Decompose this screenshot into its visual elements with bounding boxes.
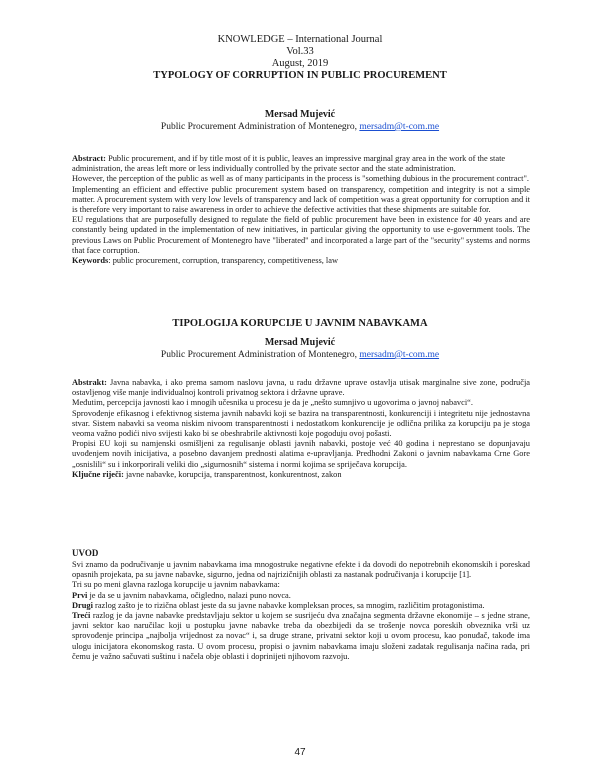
abstract-paragraph: Abstrakt: Javna nabavka, i ako prema samom naslovu javna, u radu državne uprave ostavlja utisak marginalne sive zone, područja ostavljenog više manje individualnoj kontroli privatnog sektora i državne uprave. xyxy=(72,378,531,398)
intro-paragraph: Tri su po meni glavna razloga korupcije u javnim nabavkama: xyxy=(72,580,280,590)
paper-title-local: TIPOLOGIJA KORUPCIJE U JAVNIM NABAVKAMA xyxy=(172,318,428,329)
affiliation-local xyxy=(0,349,600,361)
author-email-link[interactable]: mersadm@t-com.me xyxy=(359,122,440,132)
abstract-paragraph: However, the perception of the public as well as of many participants in the process is "something dubious in the procurement contract". xyxy=(72,174,529,184)
author-name-english: Mersad Mujević xyxy=(264,109,336,120)
affiliation-english xyxy=(0,121,600,133)
abstract-local xyxy=(72,378,530,480)
intro-section xyxy=(72,560,530,662)
abstract-english xyxy=(72,154,530,266)
journal-volume: Vol.33 xyxy=(286,46,314,57)
abstract-paragraph: Međutim, percepcija javnosti kao i mnogih učesnika u procesu je da je „nešto sumnjivo u ugovorima o javnoj nabavci“. xyxy=(72,398,473,408)
abstract-paragraph: Implementing an efficient and effective public procurement system based on transparency, competition and integrity is not a simple matter. A procurement system with very low levels of transparency and lack of competition was a great opportunity for corruption and it is therefore very important to raise awareness in order to achieve the defective activities that these shipments are suitable for. xyxy=(72,184,530,215)
keywords-label: Keywords xyxy=(72,256,109,266)
affiliation-text: Public Procurement Administration of Montenegro, xyxy=(160,122,357,132)
paper-title-english: TYPOLOGY OF CORRUPTION IN PUBLIC PROCUREMENT xyxy=(153,70,447,81)
abstract-label: Abstract: xyxy=(72,154,106,163)
abstract-paragraph: Propisi EU koji su namjenski osmišljeni za regulisanje oblasti javnih nabavki, postoje već 40 godina i neprestano se dopunjavaju uvođenjem novih inicijativa, a posebno davanjem prednosti alatima e-upravljanja. Predhodni Zakoni o javnim nabavkama Crne Gore „osnislili“ su i inkorporirali veliki dio „sigurnosnih“ sistema i normi kojima se spriječava korupcija. xyxy=(72,439,530,469)
abstract-paragraph: Sprovođenje efikasnog i efektivnog sistema javnih nabavki koji se bazira na transparentnosti, konkurenciji i integritetu nije jednostavna stvar. Sistem nabavki sa veoma niskim nivoom transparentnosti i nedostatkom konkurencije je odlična prilika za korupciju pa je stoga veoma važno podići nivo svijesti kako bi se obeshrabrile aktivnosti koje pogoduju ovoj pošasti. xyxy=(72,408,530,439)
affiliation-text: Public Procurement Administration of Montenegro, xyxy=(160,350,357,360)
page-number: 47 xyxy=(294,747,306,758)
intro-paragraph: Treći razlog je da javne nabavke predstavljaju sektor u kojem se susrijeću dva značajna segmenta državne ekonomije – s jedne strane, javni sektor kao naručilac koji u postupku javne nabavke treba da obezbijedi da se trošenje novca poreskih obveznika vrši uz sprovođenje principa „najbolja vrijednost za novac“ i, sa druge strane, privatni sektor koji u ovom procesu, kao ponuđač, takođe ima ulogu inicijatora ekonomskog rasta. U ovom procesu, propisi o javnim nabavkama imaju složeni zadatak regulisanja načina rada, pri čemu je važno sačuvati suštinu i načela obje oblasti i doprinijeti njihovom razvoju. xyxy=(72,611,530,661)
keywords-line: Keywords: public procurement, corruption, transparency, competitiveness, law xyxy=(72,256,338,266)
abstract-label: Abstrakt: xyxy=(72,378,107,387)
keywords-line: Ključne riječi: javne nabavke, korupcija, transparentnost, konkurentnost, zakon xyxy=(72,469,342,479)
journal-date: August, 2019 xyxy=(271,58,329,69)
abstract-paragraph: Abstract: Public procurement, and if by title most of it is public, leaves an impressive marginal gray area in the work of the state administration, the areas left more or less individually controlled by the private sector and the state administration. xyxy=(72,154,506,174)
section-heading-intro: UVOD xyxy=(72,548,99,558)
intro-paragraph: Svi znamo da područivanje u javnim nabavkama ima mnogostruke negativne efekte i da dovodi do nepotrebnih ekonomskih i poreskad opasnih projekata, pa su javne nabavke, sigurno, jedna od najrizičnijih oblasti za nastanak područivanja i korupcije [1]. xyxy=(72,560,530,580)
abstract-paragraph: EU regulations that are purposefully designed to regulate the field of public procurement have been in existence for 40 years and are constantly being updated in the implementation of new initiatives, in particular giving the opportunity to use e-government tools. The previous Laws on Public Procurement of Montenegro have "liberated" and incorporated a large part of the "security" systems and norms that face corruption. xyxy=(72,215,530,255)
intro-paragraph: Drugi razlog zašto je to rizična oblast jeste da su javne nabavke kompleksan proces, sa mnogim, različitim protagonistima. xyxy=(72,600,485,610)
author-email-link[interactable]: mersadm@t-com.me xyxy=(359,350,440,360)
keywords-label: Ključne riječi: xyxy=(72,469,124,479)
author-name-local: Mersad Mujević xyxy=(264,337,336,348)
journal-header xyxy=(0,34,600,70)
journal-name: KNOWLEDGE – International Journal xyxy=(217,34,383,45)
intro-paragraph: Prvi je da se u javnim nabavkama, očigledno, nalazi puno novca. xyxy=(72,590,291,600)
